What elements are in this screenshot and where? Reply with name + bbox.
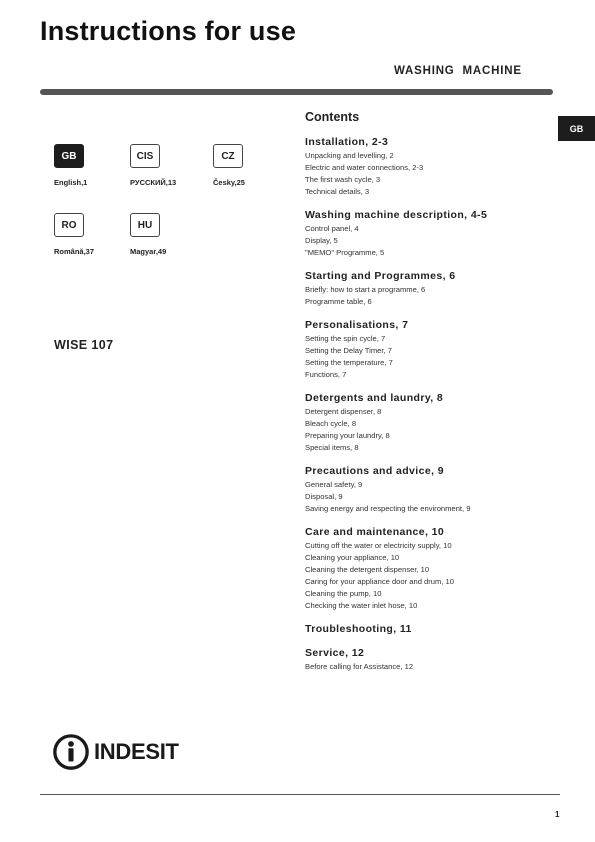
page-number: 1	[555, 810, 560, 819]
toc-section	[305, 319, 555, 381]
language-side-tab: GB	[558, 116, 595, 141]
toc-item[interactable]: Cutting off the water or electricity supply, 10	[305, 541, 452, 550]
toc-section-heading[interactable]: Precautions and advice, 9	[305, 465, 444, 477]
toc-item[interactable]: Preparing your laundry, 8	[305, 431, 390, 440]
toc-item[interactable]: General safety, 9	[305, 480, 363, 489]
toc-item[interactable]: Functions, 7	[305, 370, 347, 379]
toc-section-heading[interactable]: Troubleshooting, 11	[305, 623, 412, 635]
toc-item[interactable]: Disposal, 9	[305, 492, 343, 501]
toc-item[interactable]: Saving energy and respecting the environment, 9	[305, 504, 471, 513]
language-label: Magyar,49	[130, 247, 167, 256]
toc-section-heading[interactable]: Installation, 2-3	[305, 136, 389, 148]
toc-item[interactable]: Setting the Delay Timer, 7	[305, 346, 392, 355]
toc-section	[305, 392, 555, 454]
toc-section	[305, 209, 555, 259]
toc-section-heading[interactable]: Care and maintenance, 10	[305, 526, 445, 538]
toc-item[interactable]: Display, 5	[305, 236, 338, 245]
language-code-box[interactable]: CIS	[130, 144, 160, 168]
toc-item[interactable]: Unpacking and levelling, 2	[305, 151, 394, 160]
language-label: РУССКИЙ,13	[130, 178, 177, 187]
language-label: Česky,25	[213, 178, 245, 187]
document-title: Instructions for use	[40, 16, 297, 46]
toc-item[interactable]: Caring for your appliance door and drum, 10	[305, 577, 455, 586]
toc-section	[305, 270, 555, 308]
model-name: WISE 107	[54, 338, 114, 352]
header-divider	[40, 89, 553, 95]
language-code-box[interactable]: GB	[54, 144, 84, 168]
toc-section-heading[interactable]: Detergents and laundry, 8	[305, 392, 444, 404]
toc-section-heading[interactable]: Service, 12	[305, 647, 365, 659]
toc-item[interactable]: Cleaning the detergent dispenser, 10	[305, 565, 430, 574]
toc-item[interactable]: "MEMO" Programme, 5	[305, 248, 385, 257]
toc-item[interactable]: Checking the water inlet hose, 10	[305, 601, 418, 610]
brand-logo	[52, 733, 179, 771]
language-label: English,1	[54, 178, 88, 187]
toc-item[interactable]: Cleaning the pump, 10	[305, 589, 382, 598]
language-entry-ro[interactable]	[54, 213, 124, 256]
toc-item[interactable]: Cleaning your appliance, 10	[305, 553, 400, 562]
language-entry-gb[interactable]	[54, 144, 124, 187]
language-code-box[interactable]: CZ	[213, 144, 243, 168]
toc-item[interactable]: Special items, 8	[305, 443, 359, 452]
toc-item[interactable]: Technical details, 3	[305, 187, 370, 196]
language-entry-cz[interactable]	[213, 144, 283, 187]
indesit-logo-icon	[52, 733, 90, 771]
table-of-contents	[305, 110, 555, 684]
contents-title: Contents	[305, 110, 360, 124]
footer-divider	[40, 794, 560, 795]
toc-item[interactable]: Setting the spin cycle, 7	[305, 334, 386, 343]
toc-item[interactable]: Detergent dispenser, 8	[305, 407, 382, 416]
language-code-box[interactable]: HU	[130, 213, 160, 237]
toc-item[interactable]: Electric and water connections, 2-3	[305, 163, 424, 172]
toc-item[interactable]: Before calling for Assistance, 12	[305, 662, 414, 671]
toc-section	[305, 623, 555, 636]
toc-item[interactable]: Setting the temperature, 7	[305, 358, 393, 367]
document-subtitle: WASHING MACHINE	[394, 65, 522, 77]
toc-item[interactable]: The first wash cycle, 3	[305, 175, 381, 184]
toc-section-heading[interactable]: Washing machine description, 4-5	[305, 209, 488, 221]
toc-item[interactable]: Bleach cycle, 8	[305, 419, 357, 428]
toc-section	[305, 647, 555, 673]
toc-item[interactable]: Programme table, 6	[305, 297, 372, 306]
language-label: Română,37	[54, 247, 95, 256]
language-entry-cis[interactable]	[130, 144, 200, 187]
toc-section-heading[interactable]: Personalisations, 7	[305, 319, 409, 331]
toc-item[interactable]: Briefly: how to start a programme, 6	[305, 285, 426, 294]
brand-name: INDESIT	[94, 739, 179, 764]
toc-section	[305, 465, 555, 515]
toc-section	[305, 526, 555, 612]
toc-section-heading[interactable]: Starting and Programmes, 6	[305, 270, 456, 282]
language-entry-hu[interactable]	[130, 213, 200, 256]
toc-section	[305, 136, 555, 198]
language-code-box[interactable]: RO	[54, 213, 84, 237]
toc-item[interactable]: Control panel, 4	[305, 224, 359, 233]
